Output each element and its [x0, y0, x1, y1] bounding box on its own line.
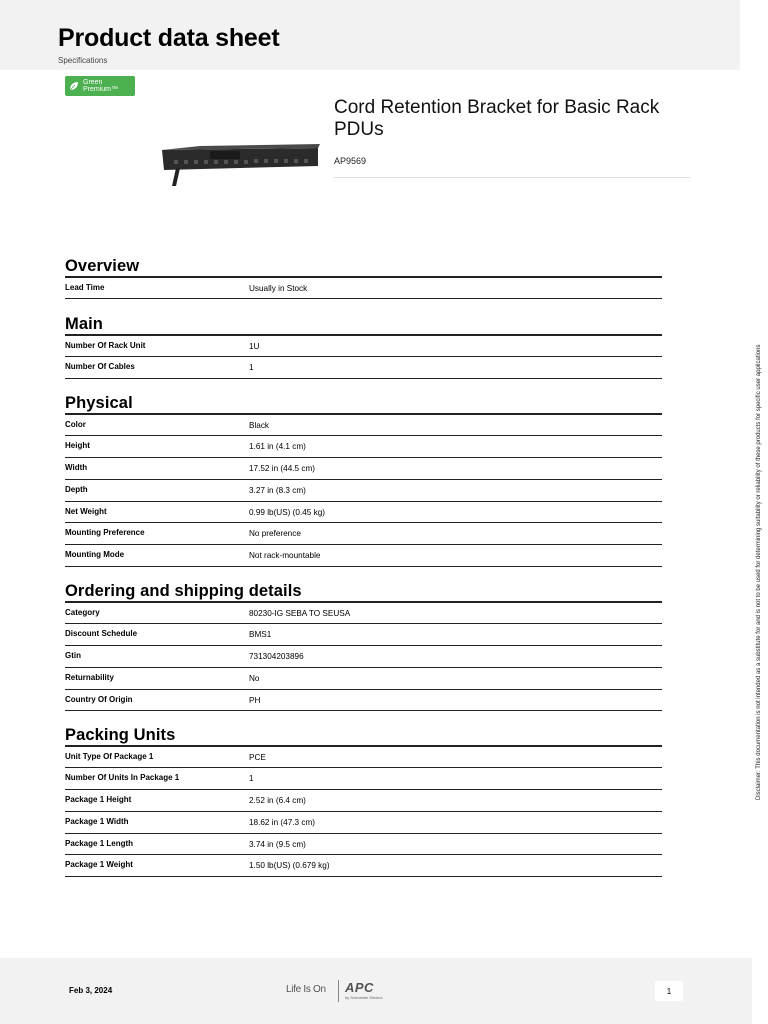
table-row: [65, 646, 662, 668]
row-label: Height: [65, 441, 90, 451]
row-label: Discount Schedule: [65, 629, 138, 639]
row-value: Usually in Stock: [249, 283, 308, 293]
badge-line-1: Green: [83, 79, 103, 86]
row-label: Depth: [65, 484, 88, 494]
table-row: [65, 523, 662, 545]
row-label: Unit Type Of Package 1: [65, 751, 154, 761]
section-main: [65, 314, 662, 379]
row-value: Black: [249, 420, 270, 430]
logo-divider: [338, 980, 339, 1002]
section-title: Overview: [65, 257, 140, 275]
table-row: [65, 790, 662, 812]
table-row: [65, 834, 662, 856]
page-subtitle: Specifications: [58, 56, 108, 65]
row-value: 3.74 in (9.5 cm): [249, 839, 306, 849]
disclaimer: [756, 344, 766, 810]
row-value: 1: [249, 774, 254, 784]
row-label: Number Of Cables: [65, 362, 135, 372]
section-ordering: [65, 581, 662, 711]
row-value: BMS1: [249, 630, 272, 640]
row-value: 1.61 in (4.1 cm): [249, 442, 306, 452]
product-name: Cord Retention Bracket for Basic Rack PDUs: [334, 97, 660, 140]
table-row: [65, 502, 662, 524]
row-value: 3.27 in (8.3 cm): [249, 485, 306, 495]
table-row: [65, 415, 662, 437]
apc-logo: APC: [345, 980, 374, 995]
row-label: Mounting Mode: [65, 550, 125, 560]
section-title: Physical: [65, 394, 133, 412]
row-label: Package 1 Weight: [65, 860, 133, 870]
footer-date: Feb 3, 2024: [69, 986, 113, 995]
page-footer: [0, 958, 752, 1024]
section-title: Main: [65, 315, 103, 333]
product-reference: AP9569: [334, 156, 367, 166]
row-value: 17.52 in (44.5 cm): [249, 464, 315, 474]
row-label: Package 1 Height: [65, 795, 132, 805]
product-image: [160, 138, 320, 190]
row-value: No preference: [249, 529, 301, 539]
table-row: [65, 668, 662, 690]
section-packing: [65, 725, 662, 877]
page-header: [0, 0, 740, 70]
row-label: Returnability: [65, 672, 114, 682]
table-row: [65, 545, 662, 567]
table-row: [65, 812, 662, 834]
row-label: Package 1 Width: [65, 816, 129, 826]
leaf-icon: [68, 80, 80, 92]
table-row: [65, 336, 662, 358]
section-title: Ordering and shipping details: [65, 582, 302, 600]
row-value: 2.52 in (6.4 cm): [249, 796, 306, 806]
green-premium-badge: [65, 76, 135, 96]
page-number: 1: [655, 981, 683, 1001]
row-label: Mounting Preference: [65, 528, 145, 538]
life-is-on-tagline: Life Is On: [286, 984, 326, 995]
row-value: No: [249, 673, 260, 683]
row-label: Number Of Units In Package 1: [65, 773, 180, 783]
table-row: [65, 768, 662, 790]
table-row: [65, 855, 662, 877]
row-value: PCE: [249, 752, 266, 762]
row-label: Color: [65, 419, 86, 429]
row-value: PH: [249, 695, 261, 705]
section-overview: [65, 256, 662, 299]
row-label: Gtin: [65, 651, 81, 661]
row-label: Lead Time: [65, 282, 105, 292]
table-row: [65, 278, 662, 300]
table-row: [65, 747, 662, 769]
table-row: [65, 458, 662, 480]
disclaimer-text: Disclaimer: This documentation is not intended as a substitute for and is not to be used for determining suitability or reliability of these products for specific user applications: [756, 344, 762, 800]
table-row: [65, 436, 662, 458]
table-row: [65, 357, 662, 379]
row-value: 1: [249, 363, 254, 373]
row-value: Not rack-mountable: [249, 551, 321, 561]
row-value: 18.62 in (47.3 cm): [249, 817, 315, 827]
table-row: [65, 603, 662, 625]
row-label: Country Of Origin: [65, 694, 133, 704]
row-value: 1.50 lb(US) (0.679 kg): [249, 861, 330, 871]
row-label: Width: [65, 463, 88, 473]
apc-logo-subtitle: by Schneider Electric: [345, 995, 383, 1000]
row-label: Package 1 Length: [65, 838, 134, 848]
badge-text: [83, 79, 118, 93]
table-row: [65, 480, 662, 502]
row-value: 1U: [249, 341, 260, 351]
row-value: 80230-IG SEBA TO SEUSA: [249, 608, 351, 618]
row-label: Net Weight: [65, 506, 107, 516]
section-title: Packing Units: [65, 726, 176, 744]
product-divider: [334, 177, 690, 178]
row-value: 731304203896: [249, 652, 304, 662]
row-label: Number Of Rack Unit: [65, 340, 146, 350]
badge-line-2: Premium™: [83, 86, 119, 93]
row-label: Category: [65, 607, 100, 617]
table-row: [65, 690, 662, 712]
section-physical: [65, 393, 662, 567]
table-row: [65, 624, 662, 646]
page-title: Product data sheet: [58, 24, 280, 52]
row-value: 0.99 lb(US) (0.45 kg): [249, 507, 325, 517]
